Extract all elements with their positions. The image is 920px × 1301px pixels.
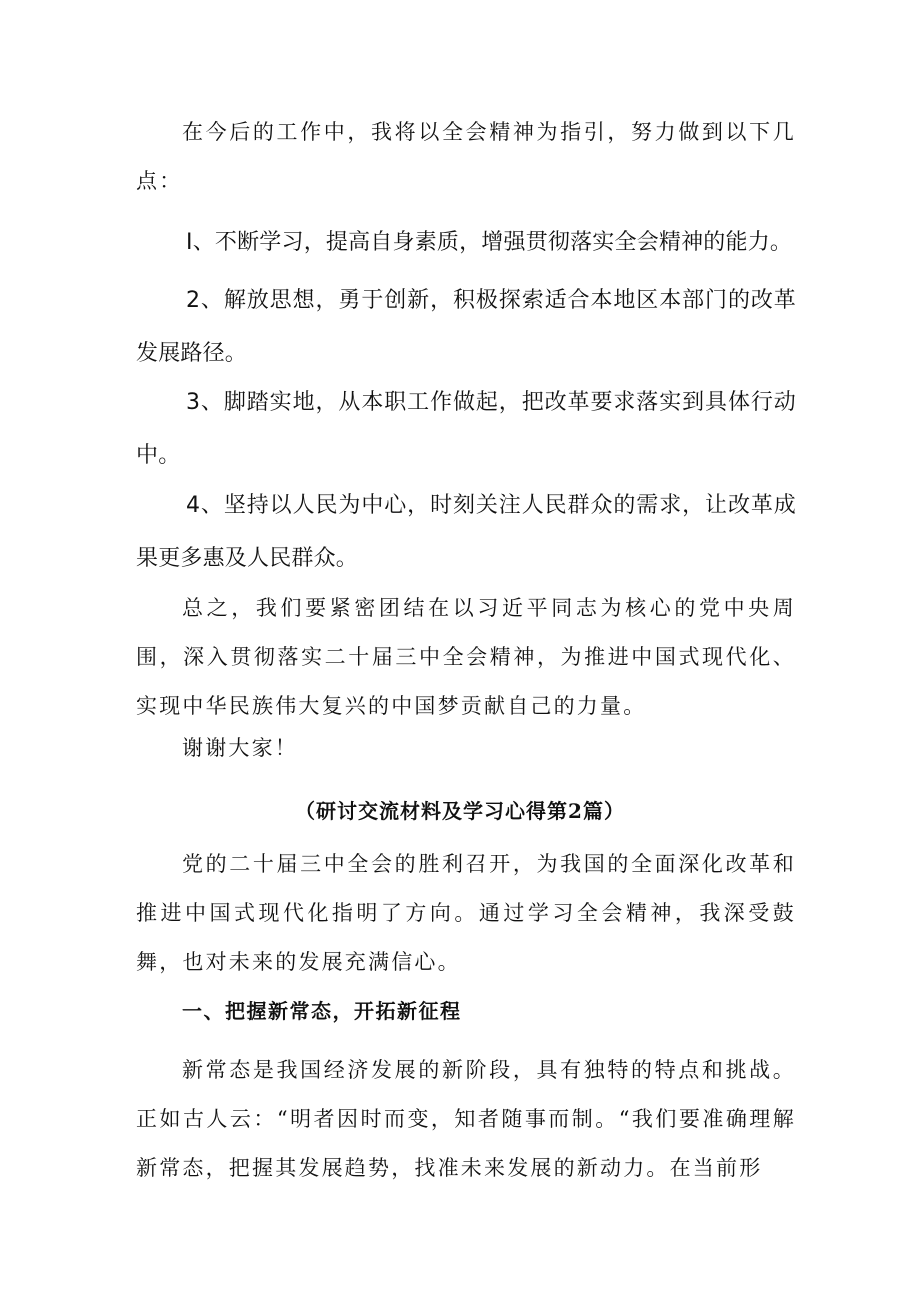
list-item-4: 4、坚持以人民为中心，时刻关注人民群众的需求，让改革成果更多惠及人民群众。 (136, 493, 796, 571)
section-title: （研讨交流材料及学习心得第2篇） (295, 799, 625, 823)
list-item-1: I、不断学习，提高自身素质，增强贯彻落实全会精神的能力。 (186, 230, 793, 255)
conclusion-paragraph: 总之，我们要紧密团结在以习近平同志为核心的党中央周围，深入贯彻落实二十届三中全会精神，为推进中国式现代化、实现中华民族伟大复兴的中国梦贡献自己的力量。 (136, 596, 796, 718)
sub-heading-1: 一、把握新常态，开拓新征程 (182, 999, 462, 1023)
list-item-2: 2、解放思想，勇于创新，积极探索适合本地区本部门的改革发展路径。 (136, 288, 796, 366)
intro-paragraph: 在今后的工作中，我将以全会精神为指引，努力做到以下几点： (136, 120, 796, 193)
list-item-3: 3、脚踏实地，从本职工作做起，把改革要求落实到具体行动中。 (136, 390, 796, 468)
section-intro-paragraph: 党的二十届三中全会的胜利召开，为我国的全面深化改革和推进中国式现代化指明了方向。通过学习全会精神，我深受鼓舞，也对未来的发展充满信心。 (136, 852, 796, 974)
thanks-text: 谢谢大家！ (182, 736, 298, 760)
paragraph-1: 新常态是我国经济发展的新阶段，具有独特的特点和挑战。正如古人云：“明者因时而变，知者随事而制。“我们要准确理解新常态，把握其发展趋势，找准未来发展的新动力。在当前形 (136, 1058, 796, 1180)
